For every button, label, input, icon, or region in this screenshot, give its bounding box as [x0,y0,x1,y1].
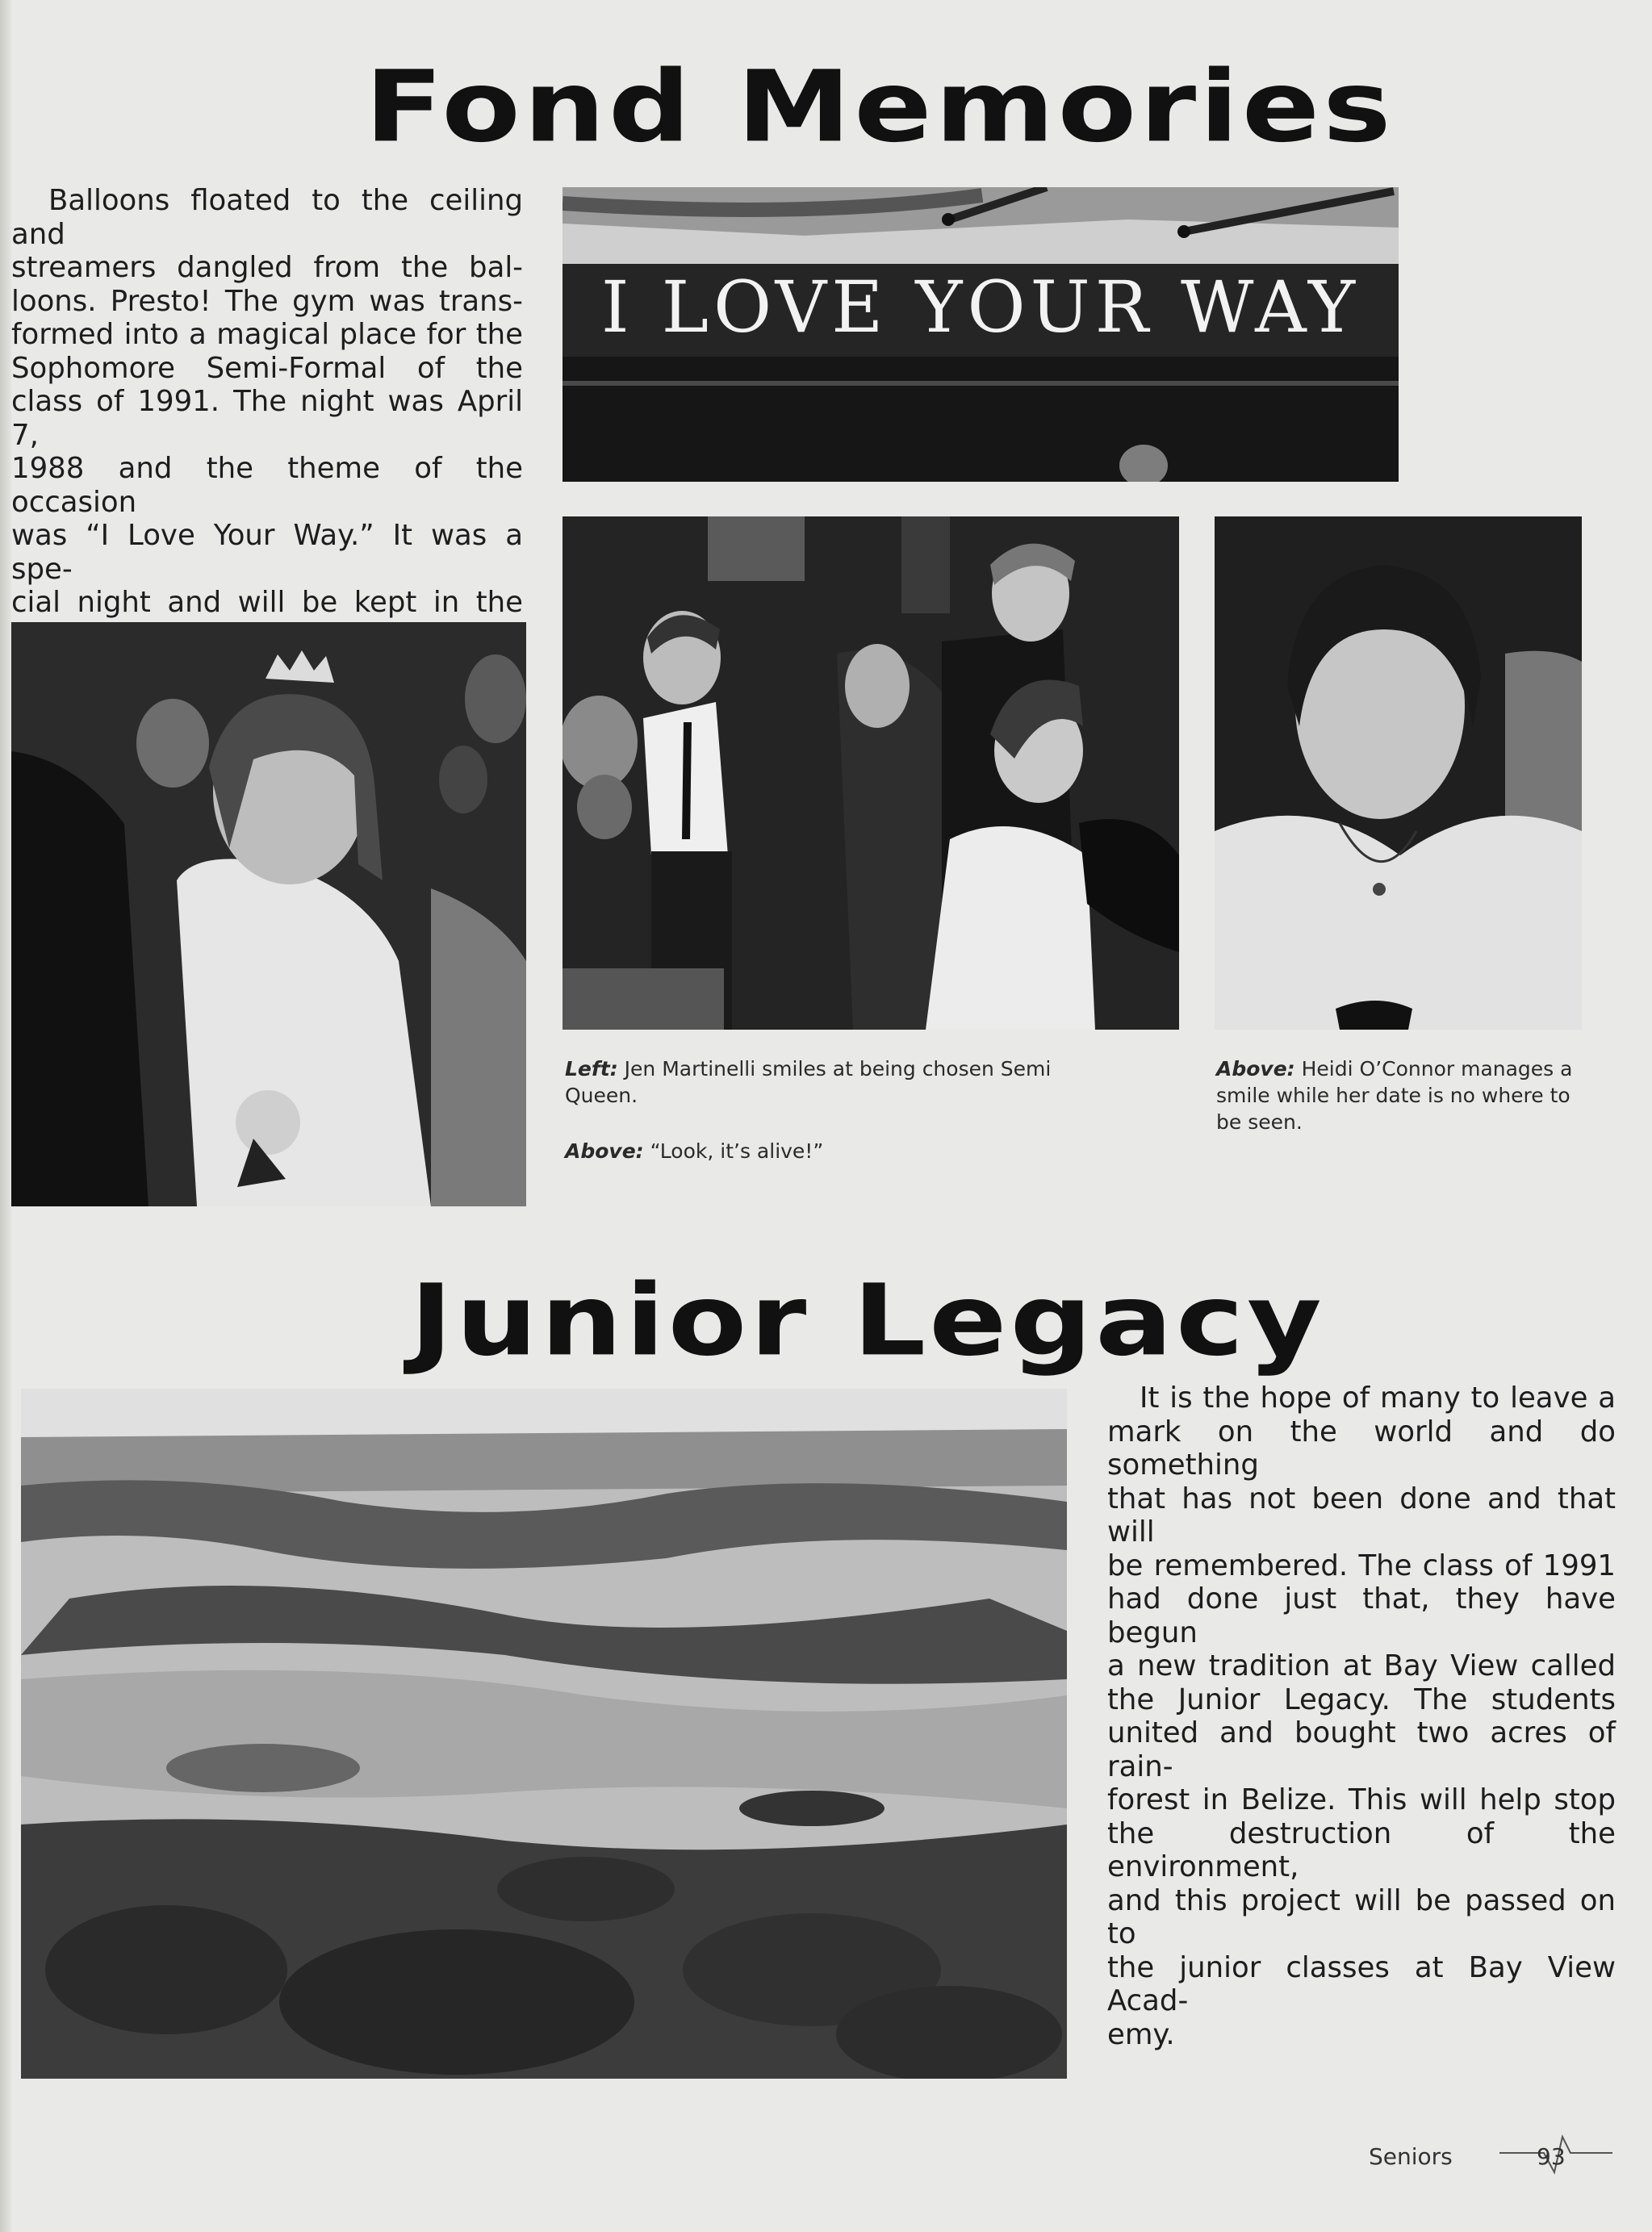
caption-text: Jen Martinelli smiles at being chosen Semi Queen. [565,1057,1052,1107]
body-line: the Junior Legacy. The students [1107,1682,1616,1716]
banner-text: I LOVE YOUR WAY [600,265,1361,349]
caption-lead: Above: [565,1139,644,1163]
body-line: had done just that, they have begun [1107,1582,1616,1649]
fond-memories-headline: Fond Memories [365,49,1395,165]
body-line: united and bought two acres of rain- [1107,1716,1616,1783]
fond-memories-body [11,184,523,653]
caption-lead: Above: [1216,1057,1295,1080]
body-line: It is the hope of many to leave a [1140,1381,1616,1415]
heidi-oconnor-photo [1215,516,1582,1030]
belize-rainforest-photo [21,1389,1067,2079]
caption-look-its-alive [565,1138,1122,1164]
body-line: be remembered. The class of 1991 [1107,1549,1616,1582]
body-line: was “I Love Your Way.” It was a spe- [11,519,523,586]
caption-heidi-oconnor [1216,1055,1583,1135]
junior-legacy-headline: Junior Legacy [410,1263,1325,1378]
junior-legacy-body [1107,1381,1616,2051]
look-its-alive-photo [563,516,1179,1030]
caption-text: “Look, it’s alive!” [650,1139,824,1163]
body-line: cial night and will be kept in the [11,586,523,619]
body-line: 1988 and the theme of the occasion [11,452,523,519]
body-line: and this project will be passed on to [1107,1883,1616,1950]
footer-section-label: Seniors [1369,2143,1453,2170]
semi-queen-photo [11,622,526,1206]
body-line: Sophomore Semi-Formal of the [11,351,523,385]
body-line: class of 1991. The night was April 7, [11,385,523,452]
body-line: forest in Belize. This will help stop [1107,1783,1616,1816]
caption-semi-queen [565,1055,1122,1109]
page-number: 93 [1537,2143,1566,2170]
body-line: the junior classes at Bay View Acad- [1107,1950,1616,2017]
body-line: mark on the world and do something [1107,1415,1616,1482]
body-line: Balloons floated to the ceiling and [11,184,523,251]
body-line: emy. [1107,2017,1175,2051]
body-line: that has not been done and that will [1107,1482,1616,1549]
body-line: streamers dangled from the bal- [11,251,523,284]
body-line: formed into a magical place for the [11,318,523,351]
page-gutter-shadow [0,0,11,2232]
caption-text: Heidi O’Connor manages a smile while her date is no where to be seen. [1216,1057,1573,1134]
caption-lead: Left: [565,1057,618,1080]
body-line: loons. Presto! The gym was trans- [11,284,523,318]
body-line: a new tradition at Bay View called [1107,1649,1616,1682]
body-line: the destruction of the environment, [1107,1816,1616,1883]
